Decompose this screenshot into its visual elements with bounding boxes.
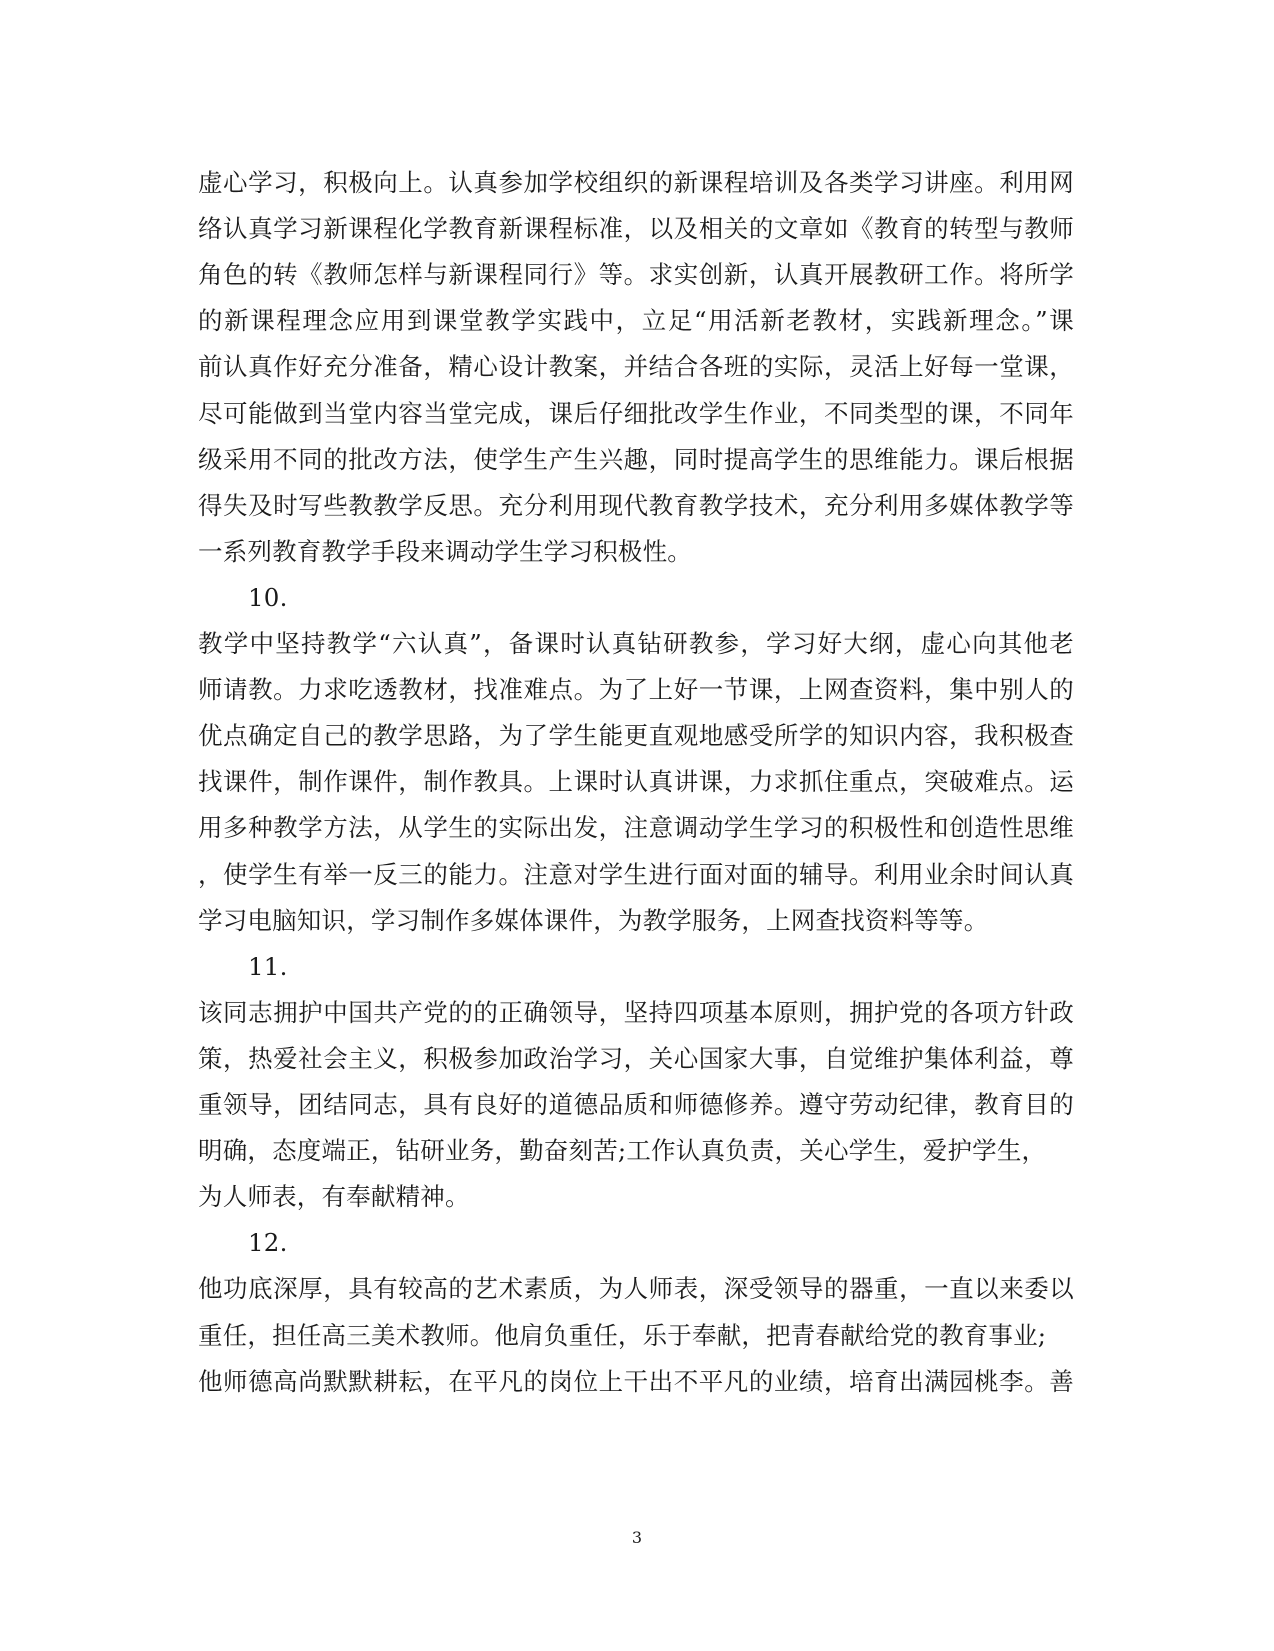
text-line: 优点确定自己的教学思路，为了学生能更直观地感受所学的知识内容，我积极查 [198,721,1074,750]
section-number: 12. [248,1228,288,1257]
text-line: 师请教。力求吃透教材，找准难点。为了上好一节课，上网查资料，集中别人的 [198,675,1074,704]
text-line: 明确，态度端正，钻研业务，勤奋刻苦;工作认真负责，关心学生，爱护学生， [198,1136,1047,1165]
text-line: 前认真作好充分准备，精心设计教案，并结合各班的实际，灵活上好每一堂课， [198,352,1074,381]
text-line: 得失及时写些教教学反思。充分利用现代教育教学技术，充分利用多媒体教学等 [198,491,1074,520]
text-line: 的新课程理念应用到课堂教学实践中，立足“用活新老教材，实践新理念。”课 [198,306,1074,335]
text-line: 该同志拥护中国共产党的的正确领导，坚持四项基本原则，拥护党的各项方针政 [198,998,1074,1027]
text-line: 尽可能做到当堂内容当堂完成，课后仔细批改学生作业，不同类型的课，不同年 [198,399,1074,428]
text-line: 他师德高尚默默耕耘，在平凡的岗位上干出不平凡的业绩，培育出满园桃李。善 [198,1367,1074,1396]
text-line: 虚心学习，积极向上。认真参加学校组织的新课程培训及各类学习讲座。利用网 [198,168,1074,197]
section-number: 11. [248,952,288,981]
text-line: 重领导，团结同志，具有良好的道德品质和师德修养。遵守劳动纪律，教育目的 [198,1090,1074,1119]
text-line: 角色的转《教师怎样与新课程同行》等。求实创新，认真开展教研工作。将所学 [198,260,1074,289]
text-line: 重任，担任高三美术教师。他肩负重任，乐于奉献，把青春献给党的教育事业; [198,1321,1047,1350]
text-line: 为人师表，有奉献精神。 [198,1182,470,1211]
text-line: 用多种教学方法，从学生的实际出发，注意调动学生学习的积极性和创造性思维 [198,813,1074,842]
text-line: 络认真学习新课程化学教育新课程标准，以及相关的文章如《教育的转型与教师 [198,214,1074,243]
text-line: ，使学生有举一反三的能力。注意对学生进行面对面的辅导。利用业余时间认真 [198,860,1074,889]
text-line: 一系列教育教学手段来调动学生学习积极性。 [198,537,692,566]
text-line: 教学中坚持教学“六认真”，备课时认真钻研教参，学习好大纲，虚心向其他老 [198,629,1074,658]
section-number: 10. [248,583,288,612]
page-number: 3 [631,1528,643,1547]
text-line: 级采用不同的批改方法，使学生产生兴趣，同时提高学生的思维能力。课后根据 [198,445,1074,474]
text-line: 找课件，制作课件，制作教具。上课时认真讲课，力求抓住重点，突破难点。运 [198,767,1074,796]
text-line: 他功底深厚，具有较高的艺术素质，为人师表，深受领导的器重，一直以来委以 [198,1274,1074,1303]
text-line: 策，热爱社会主义，积极参加政治学习，关心国家大事，自觉维护集体利益，尊 [198,1044,1074,1073]
text-line: 学习电脑知识，学习制作多媒体课件，为教学服务，上网查找资料等等。 [198,906,989,935]
